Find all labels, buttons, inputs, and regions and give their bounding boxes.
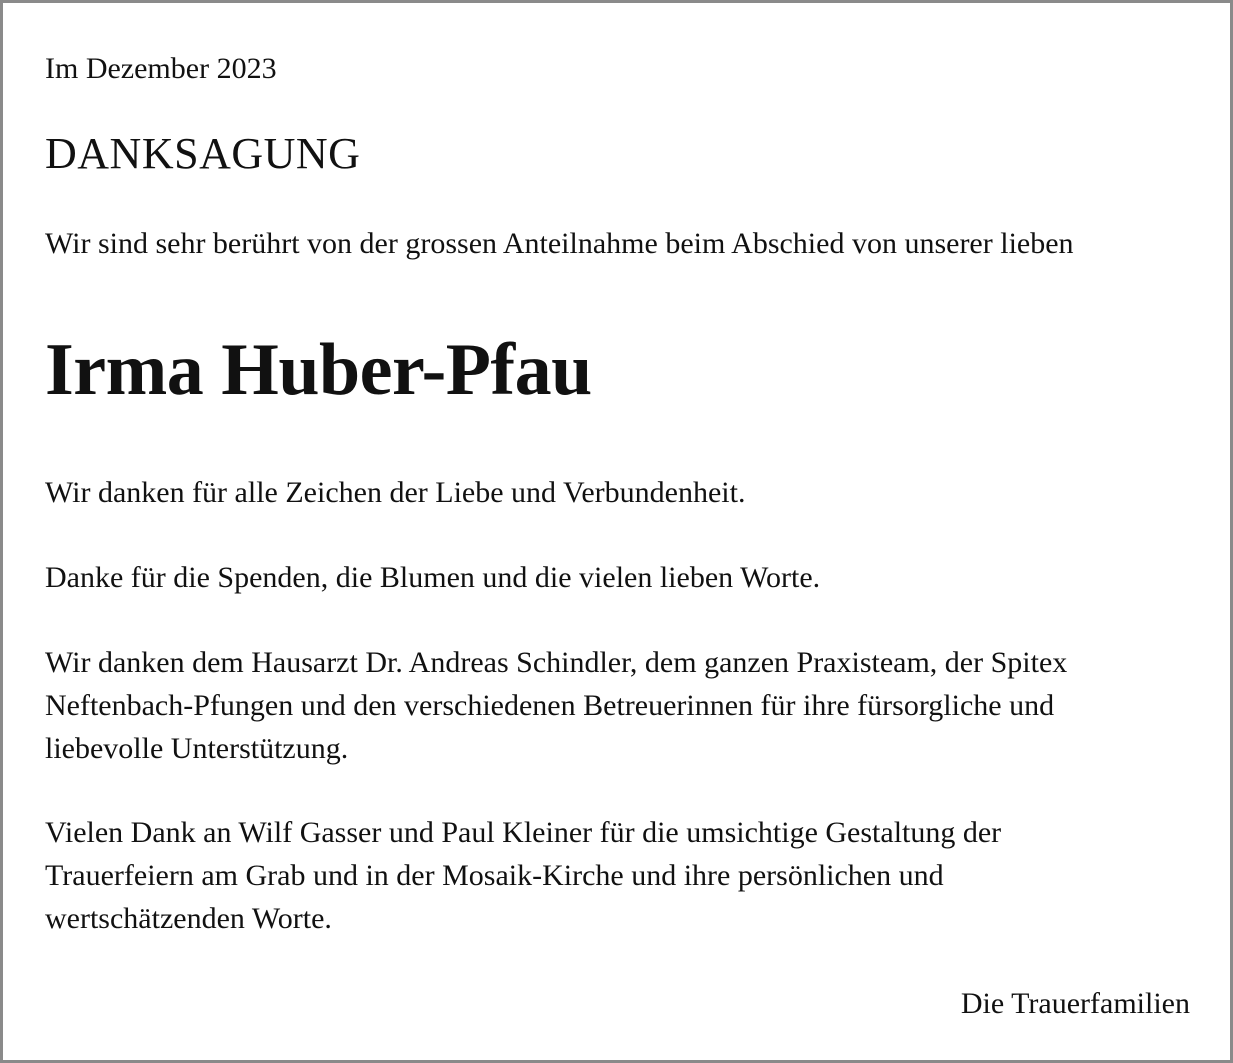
thanks-paragraph-2 — [45, 556, 820, 599]
notice-heading: DANKSAGUNG — [45, 129, 361, 178]
thanks-paragraph-4 — [45, 811, 1001, 940]
paragraph-line: Neftenbach-Pfungen und den verschiedenen Betreuerinnen für ihre fürsorgliche und — [45, 689, 1055, 722]
signature: Die Trauerfamilien — [960, 987, 1190, 1020]
thanks-paragraph-3 — [45, 641, 1067, 770]
paragraph-line: Vielen Dank an Wilf Gasser und Paul Kleiner für die umsichtige Gestaltung der — [45, 816, 1002, 849]
paragraph-line: Trauerfeiern am Grab und in der Mosaik-Kirche und ihre persönlichen und — [45, 859, 944, 892]
paragraph-line: Danke für die Spenden, die Blumen und die vielen lieben Worte. — [45, 561, 821, 594]
intro-text: Wir sind sehr berührt von der grossen Anteilnahme beim Abschied von unserer lieben — [45, 227, 1074, 260]
thanks-paragraph-1 — [45, 471, 745, 514]
paragraph-line: Wir danken dem Hausarzt Dr. Andreas Schindler, dem ganzen Praxisteam, der Spitex — [45, 646, 1068, 679]
paragraph-line: liebevolle Unterstützung. — [45, 732, 349, 765]
deceased-name: Irma Huber-Pfau — [45, 329, 592, 411]
date-line: Im Dezember 2023 — [45, 52, 277, 85]
paragraph-line: wertschätzenden Worte. — [45, 902, 332, 935]
paragraph-line: Wir danken für alle Zeichen der Liebe und Verbundenheit. — [45, 476, 746, 509]
